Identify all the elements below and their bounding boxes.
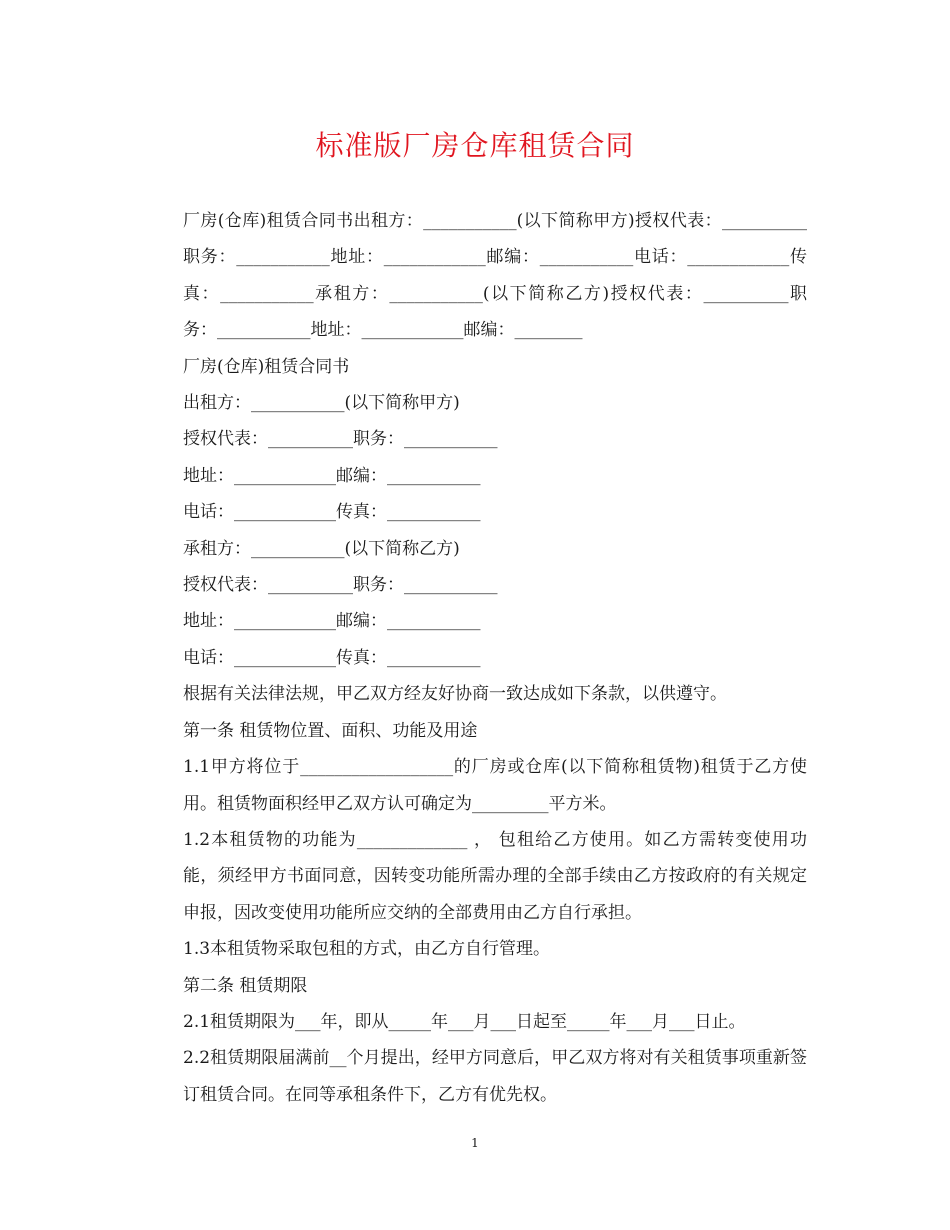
clause-2-2: 2.2租赁期限届满前__个月提出，经甲方同意后，甲乙双方将对有关租赁事项重新签订租赁合同。在同等承租条件下，乙方有优先权。	[183, 1048, 807, 1105]
paragraph-contract-heading: 厂房(仓库)租赁合同书	[183, 356, 350, 377]
document-title: 标准版厂房仓库租赁合同	[315, 129, 635, 162]
paragraph-lessor: 出租方：___________(以下简称甲方)	[183, 393, 460, 414]
paragraph-lessor-representative: 授权代表：__________职务：___________	[183, 429, 498, 450]
paragraph-lessee-representative: 授权代表：__________职务：___________	[183, 575, 498, 596]
paragraph-lessor-phone: 电话：____________传真：___________	[183, 502, 481, 523]
paragraph-lessor-address: 地址：____________邮编：___________	[183, 465, 481, 486]
clause-2-1: 2.1租赁期限为___年，即从_____年___月___日起至_____年___月___日止。	[183, 1011, 746, 1032]
paragraph-lessee-phone: 电话：____________传真：___________	[183, 647, 481, 668]
clause-1-3: 1.3本租赁物采取包租的方式，由乙方自行管理。	[183, 939, 551, 960]
clause-1-1: 1.1甲方将位于__________________的厂房或仓库(以下简称租赁物)租赁于乙方使用。租赁物面积经甲乙双方认可确定为_________平方米。	[183, 757, 807, 814]
article-heading-1: 第一条 租赁物位置、面积、功能及用途	[183, 720, 478, 741]
article-heading-2: 第二条 租赁期限	[183, 975, 308, 996]
clause-1-2: 1.2本租赁物的功能为_____________ ， 包租给乙方使用。如乙方需转变使用功能，须经甲方书面同意，因转变功能所需办理的全部手续由乙方按政府的有关规定申报，因改变使用功能所应交纳的全部费用由乙方自行承担。	[183, 829, 807, 923]
paragraph-lessee-address: 地址：____________邮编：___________	[183, 611, 481, 632]
paragraph-preamble: 根据有关法律法规，甲乙双方经友好协商一致达成如下条款，以供遵守。	[183, 684, 727, 705]
page-number: 1	[471, 1136, 479, 1150]
document-body	[147, 203, 807, 1113]
paragraph-lessee: 承租方：___________(以下简称乙方)	[183, 538, 460, 559]
paragraph-intro: 厂房(仓库)租赁合同书出租方：___________(以下简称甲方)授权代表：__________职务：___________地址：____________邮编：___________电话：____________传真：___________承租方：___________(以下简称乙方)授权代表：__________职务：___________地址：____________邮编：________	[183, 211, 807, 341]
